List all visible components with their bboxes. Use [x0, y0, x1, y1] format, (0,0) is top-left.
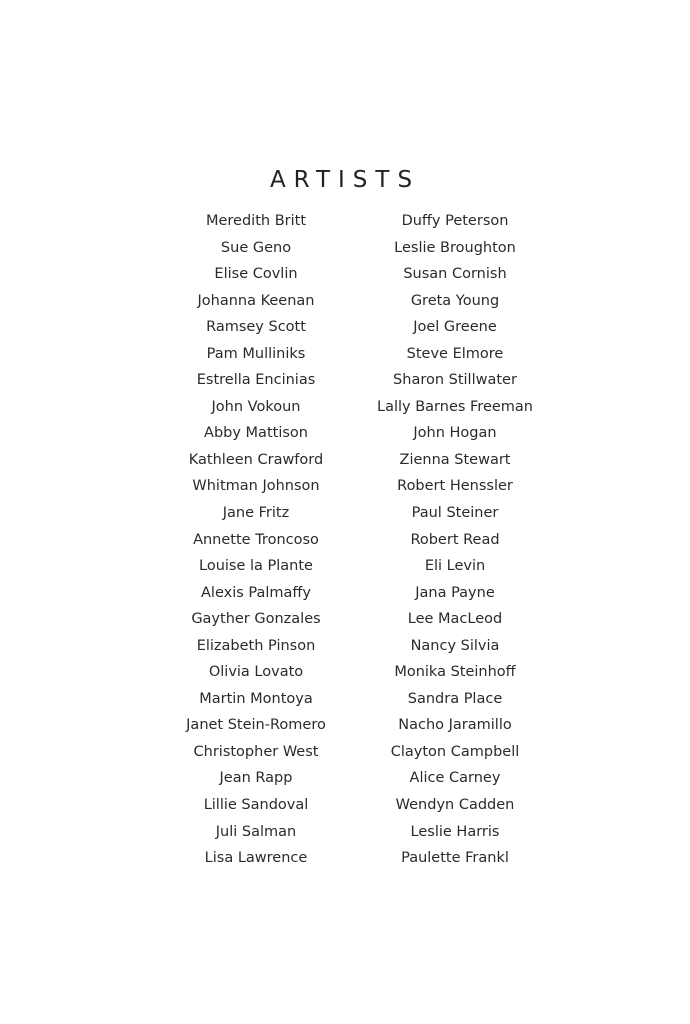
artist-name: Jana Payne — [415, 584, 495, 601]
artist-name: Nacho Jaramillo — [398, 717, 512, 734]
artist-name: Janet Stein-Romero — [186, 717, 326, 734]
artist-name: Estrella Encinias — [196, 372, 316, 389]
artist-name: Duffy Peterson — [401, 213, 509, 229]
artist-name: Lee MacLeod — [407, 611, 503, 628]
artist-name: Sue Geno — [220, 239, 292, 256]
artist-name: Annette Troncoso — [193, 531, 319, 548]
artist-name: Olivia Lovato — [208, 664, 304, 681]
artist-list-left — [156, 208, 356, 872]
artist-name: Jane Fritz — [222, 505, 290, 522]
artist-name: John Vokoun — [211, 398, 301, 415]
artist-name: Monika Steinhoff — [394, 664, 516, 681]
artist-name: Alexis Palmaffy — [201, 584, 311, 601]
artist-name: Meredith Britt — [205, 213, 307, 229]
artist-name: Robert Read — [410, 531, 500, 548]
artist-name: Louise la Plante — [199, 558, 313, 575]
artist-name: Abby Mattison — [204, 425, 308, 442]
artist-name: Lally Barnes Freeman — [377, 398, 533, 415]
artist-name: Clayton Campbell — [390, 743, 520, 760]
artist-name: Gayther Gonzales — [191, 611, 321, 628]
artist-name: Zienna Stewart — [399, 451, 511, 468]
artist-name: Eli Levin — [424, 558, 486, 575]
page-title: ARTISTS — [269, 167, 421, 194]
artist-name: Joel Greene — [413, 319, 497, 336]
artist-name: Elizabeth Pinson — [196, 637, 316, 654]
artist-name: Lillie Sandoval — [203, 797, 309, 814]
artist-name: John Hogan — [413, 425, 497, 442]
artist-name: Robert Henssler — [397, 478, 513, 495]
artist-name: Greta Young — [410, 292, 500, 309]
artist-name: Paul Steiner — [411, 505, 499, 522]
artist-name: Steve Elmore — [406, 345, 504, 362]
artist-name: Sharon Stillwater — [393, 372, 517, 389]
artist-name: Kathleen Crawford — [188, 451, 324, 468]
artist-name: Pam Mulliniks — [206, 345, 306, 362]
artist-name: Juli Salman — [215, 823, 297, 840]
artist-name: Lisa Lawrence — [204, 850, 308, 867]
artist-name: Alice Carney — [409, 770, 501, 787]
artist-name: Leslie Harris — [410, 823, 500, 840]
artist-name: Jean Rapp — [219, 770, 293, 787]
artist-name: Paulette Frankl — [401, 850, 509, 867]
artist-list-right — [355, 208, 555, 872]
artist-name: Whitman Johnson — [192, 478, 320, 495]
artist-name: Nancy Silvia — [410, 637, 500, 654]
artist-name: Johanna Keenan — [197, 292, 315, 309]
artist-name: Sandra Place — [407, 690, 503, 707]
artist-name: Martin Montoya — [199, 690, 313, 707]
artist-name: Christopher West — [193, 743, 319, 760]
artist-name: Leslie Broughton — [394, 239, 516, 256]
artist-name: Susan Cornish — [403, 266, 507, 283]
artist-name: Wendyn Cadden — [395, 797, 515, 814]
artist-name: Ramsey Scott — [206, 319, 306, 336]
artist-name: Elise Covlin — [214, 266, 298, 283]
